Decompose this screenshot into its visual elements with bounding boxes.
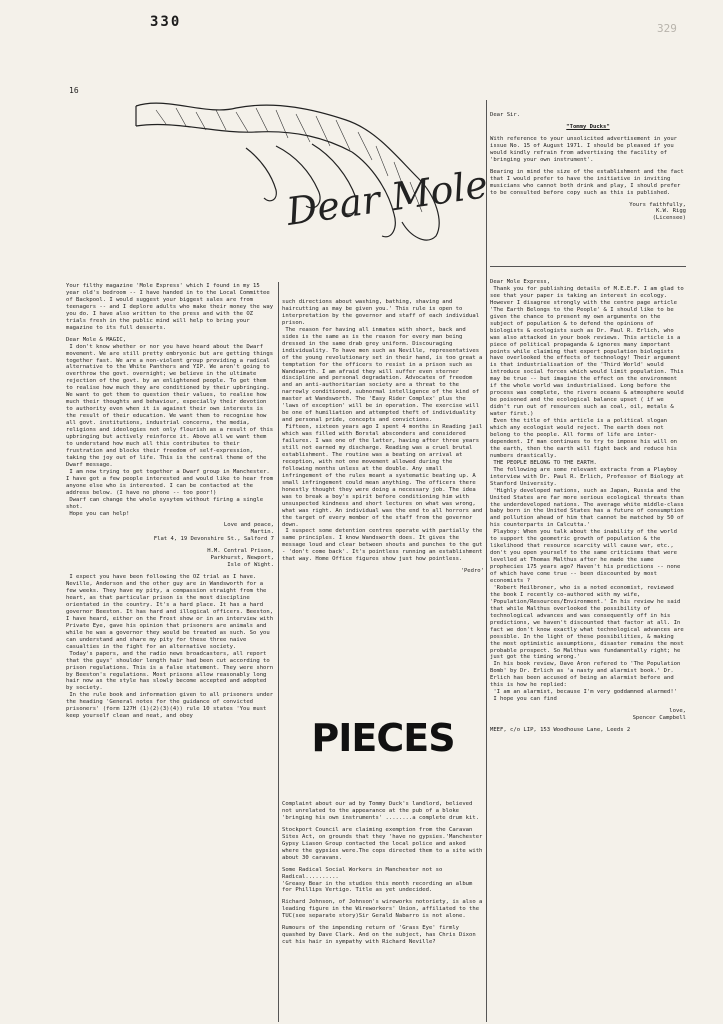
pieces-item: Stockport Council are claiming exemption from the Caravan Sites Act, on grounds that they 'have no gypsies.'Manchester Gypsy Liason Group contacted the local police and asked where the gypsies were.The cops directed them to a site with about 30 caravans. xyxy=(282,826,486,861)
page-number: 330 xyxy=(150,14,182,30)
column-2 xyxy=(282,299,484,699)
column-3-top-letter xyxy=(490,112,686,262)
pieces-item: Richard Johnson, of Johnson's wireworks notoriety, is also a leading figure in the Wireworkers' Union, affiliated to the TUC(see separate story)Sir Gerald Nabarro is not alone. xyxy=(282,899,486,920)
margin-mark: 16 xyxy=(69,86,79,95)
pieces-item: Complaint about our ad by Tommy Duck's landlord, believed not unrelated to the appearance at the pub of a bloke 'bringing his own instruments' ........a complete drum kit. xyxy=(282,801,480,821)
column-3 xyxy=(490,279,686,1023)
letter-paragraph: Your filthy magazine 'Mole Express' which I found in my 15 year old's bedroom -- I have handed in to the Local Committee of Backpool. I would suggest your biggest sales are from teenagers -- and I deplore adults who make their money the way you do. I have also written to the press and with the OZ trials fresh in the public mind will help to bring your magazine to its full desserts. xyxy=(66,283,277,331)
letter-subject: "Tommy Ducks" xyxy=(566,123,610,130)
pieces-item: Rumours of the impending return of 'Grass Eye' firmly quashed by Dave Clark. And on the subject, has Chris Dixon cut his hair in sympathy with Richard Neville? xyxy=(282,925,480,946)
letter-paragraph: With reference to your unsolicited advertisement in your issue No. 15 of August 1971. I should be pleased if you would kindly refrain from advertising the facility of 'bringing your own instrument'. xyxy=(490,135,681,163)
letter-paragraph: such directions about washing, bathing, shaving and haircutting as may be given you.' This rule is open to interpretation by the governor and staff of each individual prison. The reason for having all inmates with short, back and sides is the same as is the reason for every man being dressed in the same drab grey uniform. Discouraging individuality. To have men such as Neville, representatives of the young revolutionary set in their hand, is too great a temptation for the officers to resist in a prison such as Wandsworth. I am afraid they will suffer even sterner discipline and personal degradation. Advocates of freedom and an anti-authoritarian society are a threat to the narrowly conditioned, subnormal intelligence of the kind of master at Wandsworth. The 'Easy Rider Complex' plus the 'laws of exception' will be in operation. The exercise will be one of humiliation and attempted theft of individuality and personal pride, concepts and convictions. Fifteen, sixteen years ago I spent 4 months in Reading jail which was filled with Borstal absconders and considered failures. I was one of the latter, having after three years still not earned my discharge. Reading was a cruel brutal establishment. The routine was a beating on arrival at reception, with not one movement allowed during the following months unless at the double. Any small infringement of the rules meant a systematic beating up. A small infringement could mean anything. The officers there honestly thought they were doing a necessary job. The idea was to break a boy's spirit before conditioning him with unsuspected kindness and short lectures on what was wrong, what was right. An individual was the end to all horrors and the target of every member of the staff from the governor down. I suspect some detention centres operate with partially the same principles. I know Wandsworth does. It gives the message loud and clear between shouts and punches to the gut - 'don't come back'. It's pointless running an establishment that way. Home Office figures show just how pointless. xyxy=(282,299,483,563)
letter-signature: Yours faithfully, K.W. Rigg (Licensee) xyxy=(629,201,686,222)
column-1 xyxy=(66,283,277,1021)
letter-paragraph: I expect you have been following the OZ trial as I have. Neville, Anderson and the other guy are in Wandsworth for a few weeks. They have my pity, a compassion straight from the heart, as that particular prison is the most discipline orientated in the country. It's a hard place. It has a hard governor Beeston. It has hard and illogical officers. Beeston, I have heard, either on the Frost show or in an interview with Private Eye, gave his opinion that prisoners are animals and while he was a governor they would be treated as such. So you can understand and share my pity for these three naive casualties in the fight for an alternative society. Today's papers, and the radio news broadcasters, all report that the guys' shoulder length hair had been cut according to prison regulations. This is a false statement. They were shorn by Beeston's regulations. Most prisons allow reasonably long hair now as the style has slowly become accepted and adopted by society. In the rule book and information given to all prisoners under the heading 'General notes for the guidance of convicted prisoners' (form 127H (1)(2)(3)(4)) rule 10 states 'You must keep yourself clean and neat, and obey xyxy=(66,574,274,720)
letter-signature: Love and peace, Martin. Flat 4, 19 Devonshire St., Salford 7 xyxy=(153,522,274,543)
letter-address: H.M. Central Prison, Parkhurst, Newport, Isle of Wight. xyxy=(207,548,274,569)
letter-divider xyxy=(490,266,686,267)
letter-salutation: Dear Sir. xyxy=(490,112,521,118)
letter-paragraph: Dear Mole & MAGIC, I don't know whether or nor you have heard about the Dwarf movement. We are still pretty embryonic but are getting things together fast. We are a non-violent group providing a radical alternative to the White Panthers and YIP. We aren't going to overthrow the govt. overnight; we believe in the ultimate rejection of the govt. by an enlightened people. To get them to realise how much they are conditioned by their upbringing. We want to get them to question their values, to realise how much their thoughts and behaviour, especially their devotion to authority even when it is against their own interests is the result of their education. We want them to recognise how all govt. institutions, industrial concerns, the media, religions and ideologies not only flourish as a result of this upbringing but actively reinforce it. Above all we want them to understand how much all this contributes to their frustration and blocks their freedom of self-expression, taking the joy out of life. This is the central theme of the Dwarf message. I am now trying to get together a Dwarf group in Manchester. I have got a few people interested and would like to hear from anyone else who is interested. I can be contacted at the address below. (I have no phone -- too poor!) Dwarf can change the whole sysytem without firing a single shot. Hope you can help! xyxy=(66,336,274,517)
letter-address: MEEF, c/o LIP, 153 Woodhouse Lane, Leeds 2 xyxy=(490,727,631,734)
faint-page-number: 329 xyxy=(657,22,677,35)
letter-paragraph: Dear Mole Express, Thank you for publishing details of M.E.E.F. I am glad to see that your paper is taking an interest in ecology. However I disagree strongly with the centre page article 'The Earth Belongs to the People' & I should like to be given the chance to present my own arguments on the subject of population & to defend the opinions of biologists & ecologists such as Dr. Paul R. Erlich, who was also attacked in your book reviews. This article is a piece of political propaganda & ignores many important points while claiming that expert population biologists have overlooked the effects of technology! Their argument is that industrialisation of the 'Third World' would introduce social forces which would limit population. This may be true -- but imagine the effect on the environment if the whole world was industrialised. Long before the process was complete, the rivers oceans & atmosphere would be poisoned and the ecological balance upset ( if we didn't run out of resources such as coal, oil, metals & water first.) Even the title of this article is a political slogan which any ecologist would reject. The earth does not belong to the people. All forms of life are inter-dependent. If man continues to try to impose his will on the earth, then the earth will fight back and reduce his numbers drastically. THE PEOPLE BELONG TO THE EARTH. The following are some relevant extracts from a Playboy interview with Dr. Paul R. Erlich, Professor of Biology at Stanford University. 'Highly developed nations, such as Japan, Russia and the United States are far more serious ecological threats than the underdeveloped nations. The average white middle-class baby born in the United States has a future of consumption and pollution ahead of him that cannot be matched by 50 of his counterparts in Calcutta.' Playboy: When you talk about the inability of the world to support the geometric growth of population & the likelihood that resource scarcity will cause war, etc., don't you open yourself to the same criticisms that were levelled at Thomas Malthus after he made the same prophecies 175 years ago? Haven't his predictions -- none of which have come true -- been discounted by most economists ? 'Robert Heilbroner, who is a noted economist, reviewed the book I recently co-authored with my wife, 'Population/Resources/Environment.' In his review he said that while Malthus overlooked the possibility of technological advances and was consequently off in his predictions, we haven't discounted that factor at all. In fact we don't know exactly what technological advances are possible. In the light of these possibilities, & making the most optimistic assumptions, disaster remains the most probable prospect. So Malthus was fundamentally right; he just got the timing wrong.' In his book review, Dave Aron refered to 'The Population Bomb' by Dr. Erlich as 'a nasty and alarmist book.' Dr. Erlich has been accused of being an alarmist before and this is how he replied: 'I am an alarmist, because I'm very goddamned alarmed!' I hope you can find xyxy=(490,279,684,703)
pieces-header-box xyxy=(282,710,484,796)
letter-paragraph: Bearing in mind the size of the establishment and the fact that I would prefer to have the initiative in inviting musicians who cannot both drink and play, I should prefer to be consulted before copy such as this is published. xyxy=(490,168,688,196)
column-divider xyxy=(278,282,279,1022)
pieces-item: Some Radical Social Workers in Manchester not so Radical.......... 'Greasy Bear in the studios this month recording an album for Phillips Vertigo. Title as yet undecided. xyxy=(282,866,473,894)
letter-signature: love, Spencer Campbell xyxy=(632,708,686,722)
letter-signature: 'Pedro' xyxy=(460,568,484,575)
column-divider xyxy=(486,100,487,1022)
header-title: Dear Mole xyxy=(283,162,491,234)
pieces-items xyxy=(282,801,484,1023)
pieces-title: PIECES xyxy=(311,716,455,760)
